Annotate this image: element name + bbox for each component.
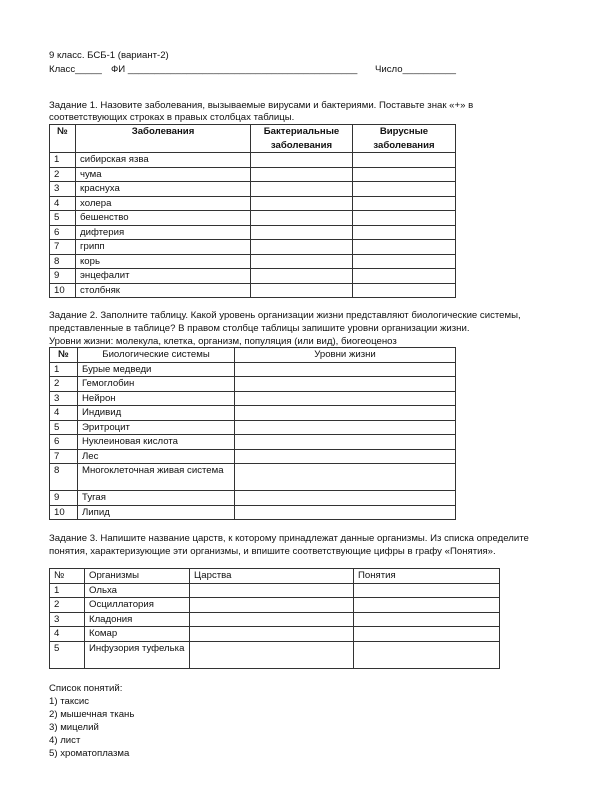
life-level-answer-cell[interactable] [235, 464, 456, 491]
task3-header-row [50, 569, 500, 584]
life-level-answer-cell[interactable] [235, 491, 456, 506]
life-level-answer-cell[interactable] [235, 420, 456, 435]
task2-header-row [50, 348, 456, 363]
row-number: 5 [50, 211, 76, 226]
row-number: 9 [50, 491, 78, 506]
bacterial-answer-cell[interactable] [251, 240, 353, 255]
life-level-answer-cell[interactable] [235, 435, 456, 450]
life-level-answer-cell[interactable] [235, 377, 456, 392]
row-number: 1 [50, 362, 78, 377]
table-row [50, 377, 456, 392]
table-row [50, 362, 456, 377]
task1-header-diseases: Заболевания [76, 125, 251, 153]
disease-name: холера [76, 196, 251, 211]
row-number: 2 [50, 377, 78, 392]
table-row [50, 641, 500, 668]
table-row [50, 420, 456, 435]
row-number: 10 [50, 505, 78, 520]
row-number: 4 [50, 196, 76, 211]
kingdom-answer-cell[interactable] [190, 627, 354, 642]
task3-header-kingdoms: Царства [190, 569, 354, 584]
table-row [50, 182, 456, 197]
row-number: 3 [50, 391, 78, 406]
row-number: 7 [50, 240, 76, 255]
organism-name: Кладония [85, 612, 190, 627]
biosystem-name: Нейрон [78, 391, 235, 406]
date-field-label: Число__________ [375, 64, 456, 75]
row-number: 5 [50, 641, 85, 668]
disease-name: корь [76, 254, 251, 269]
table-row [50, 225, 456, 240]
concept-answer-cell[interactable] [354, 627, 500, 642]
bacterial-answer-cell[interactable] [251, 254, 353, 269]
task1-instruction-line2: соответствующих строках в правых столбцах таблицы. [49, 112, 295, 123]
concept-answer-cell[interactable] [354, 583, 500, 598]
biosystem-name: Индивид [78, 406, 235, 421]
life-level-answer-cell[interactable] [235, 505, 456, 520]
kingdom-answer-cell[interactable] [190, 641, 354, 668]
disease-name: столбняк [76, 283, 251, 298]
bacterial-answer-cell[interactable] [251, 269, 353, 284]
viral-answer-cell[interactable] [353, 153, 456, 168]
table-row [50, 153, 456, 168]
task2-instruction-line3: Уровни жизни: молекула, клетка, организм, популяция (или вид), биогеоценоз [49, 336, 397, 347]
row-number: 8 [50, 464, 78, 491]
table-row [50, 196, 456, 211]
table-row [50, 240, 456, 255]
kingdom-answer-cell[interactable] [190, 612, 354, 627]
row-number: 2 [50, 167, 76, 182]
task3-instruction-line2: понятия, характеризующие эти организмы, и впишите соответствующие цифры в графу «Понятия». [49, 546, 496, 557]
viral-answer-cell[interactable] [353, 211, 456, 226]
biosystem-name: Бурые медведи [78, 362, 235, 377]
concept-item: 3) мицелий [49, 722, 99, 733]
concepts-list-title: Список понятий: [49, 683, 123, 694]
task1-instruction-line1: Задание 1. Назовите заболевания, вызываемые вирусами и бактериями. Поставьте знак «+» в [49, 100, 474, 111]
concept-answer-cell[interactable] [354, 598, 500, 613]
task1-header-row [50, 125, 456, 153]
life-level-answer-cell[interactable] [235, 362, 456, 377]
table-row [50, 254, 456, 269]
bacterial-answer-cell[interactable] [251, 211, 353, 226]
task3-header-concepts: Понятия [354, 569, 500, 584]
table-row [50, 269, 456, 284]
task2-header-levels: Уровни жизни [235, 348, 456, 363]
viral-answer-cell[interactable] [353, 196, 456, 211]
organism-name: Осциллатория [85, 598, 190, 613]
table-row [50, 491, 456, 506]
grade-variant-line: 9 класс. БСБ-1 (вариант-2) [49, 50, 169, 61]
bacterial-answer-cell[interactable] [251, 283, 353, 298]
viral-answer-cell[interactable] [353, 269, 456, 284]
disease-name: энцефалит [76, 269, 251, 284]
viral-answer-cell[interactable] [353, 182, 456, 197]
row-number: 2 [50, 598, 85, 613]
class-field-label: Класс_____ [49, 64, 102, 75]
row-number: 9 [50, 269, 76, 284]
row-number: 5 [50, 420, 78, 435]
disease-name: краснуха [76, 182, 251, 197]
row-number: 6 [50, 225, 76, 240]
concept-item: 4) лист [49, 735, 81, 746]
task1-table [49, 124, 456, 298]
table-row [50, 283, 456, 298]
task2-header-number: № [50, 348, 78, 363]
organism-name: Ольха [85, 583, 190, 598]
biosystem-name: Тугая [78, 491, 235, 506]
disease-name: дифтерия [76, 225, 251, 240]
table-row [50, 627, 500, 642]
task3-header-number: № [50, 569, 85, 584]
viral-answer-cell[interactable] [353, 254, 456, 269]
row-number: 8 [50, 254, 76, 269]
bacterial-answer-cell[interactable] [251, 167, 353, 182]
bacterial-answer-cell[interactable] [251, 153, 353, 168]
concept-item: 1) таксис [49, 696, 90, 707]
kingdom-answer-cell[interactable] [190, 598, 354, 613]
organism-name: Комар [85, 627, 190, 642]
viral-answer-cell[interactable] [353, 225, 456, 240]
biosystem-name: Лес [78, 449, 235, 464]
row-number: 4 [50, 406, 78, 421]
viral-answer-cell[interactable] [353, 240, 456, 255]
row-number: 6 [50, 435, 78, 450]
life-level-answer-cell[interactable] [235, 391, 456, 406]
task3-table [49, 568, 500, 669]
disease-name: сибирская язва [76, 153, 251, 168]
row-number: 3 [50, 612, 85, 627]
table-row [50, 449, 456, 464]
life-level-answer-cell[interactable] [235, 449, 456, 464]
concept-answer-cell[interactable] [354, 612, 500, 627]
life-level-answer-cell[interactable] [235, 406, 456, 421]
row-number: 4 [50, 627, 85, 642]
bacterial-answer-cell[interactable] [251, 182, 353, 197]
task3-header-organisms: Организмы [85, 569, 190, 584]
task1-header-bacterial: Бактериальные заболевания [251, 125, 353, 153]
concept-item: 5) хроматоплазма [49, 748, 130, 759]
task2-header-systems: Биологические системы [78, 348, 235, 363]
student-name-field-label: ФИ ___________________________________________ [111, 64, 358, 75]
table-row [50, 505, 456, 520]
task2-table [49, 347, 456, 520]
biosystem-name: Нуклеиновая кислота [78, 435, 235, 450]
row-number: 7 [50, 449, 78, 464]
row-number: 1 [50, 153, 76, 168]
row-number: 3 [50, 182, 76, 197]
viral-answer-cell[interactable] [353, 283, 456, 298]
bacterial-answer-cell[interactable] [251, 196, 353, 211]
disease-name: чума [76, 167, 251, 182]
table-row [50, 435, 456, 450]
biosystem-name: Липид [78, 505, 235, 520]
row-number: 10 [50, 283, 76, 298]
biosystem-name: Эритроцит [78, 420, 235, 435]
table-row [50, 406, 456, 421]
viral-answer-cell[interactable] [353, 167, 456, 182]
biosystem-name: Гемоглобин [78, 377, 235, 392]
table-row [50, 211, 456, 226]
table-row [50, 583, 500, 598]
concept-item: 2) мышечная ткань [49, 709, 135, 720]
table-row [50, 612, 500, 627]
table-row [50, 464, 456, 491]
bacterial-answer-cell[interactable] [251, 225, 353, 240]
task1-header-viral: Вирусные заболевания [353, 125, 456, 153]
disease-name: грипп [76, 240, 251, 255]
task3-instruction-line1: Задание 3. Напишите название царств, к которому принадлежат данные организмы. Из списка определите [49, 533, 529, 544]
organism-name: Инфузория туфелька [85, 641, 190, 668]
task2-instruction-line2: представленные в таблице? В правом столбце таблицы запишите уровни организации жизни. [49, 323, 470, 334]
row-number: 1 [50, 583, 85, 598]
biosystem-name: Многоклеточная живая система [78, 464, 235, 491]
disease-name: бешенство [76, 211, 251, 226]
task1-header-number: № [50, 125, 76, 153]
kingdom-answer-cell[interactable] [190, 583, 354, 598]
table-row [50, 598, 500, 613]
table-row [50, 167, 456, 182]
task2-instruction-line1: Задание 2. Заполните таблицу. Какой уровень организации жизни представляют биологические системы, [49, 310, 521, 321]
table-row [50, 391, 456, 406]
concept-answer-cell[interactable] [354, 641, 500, 668]
